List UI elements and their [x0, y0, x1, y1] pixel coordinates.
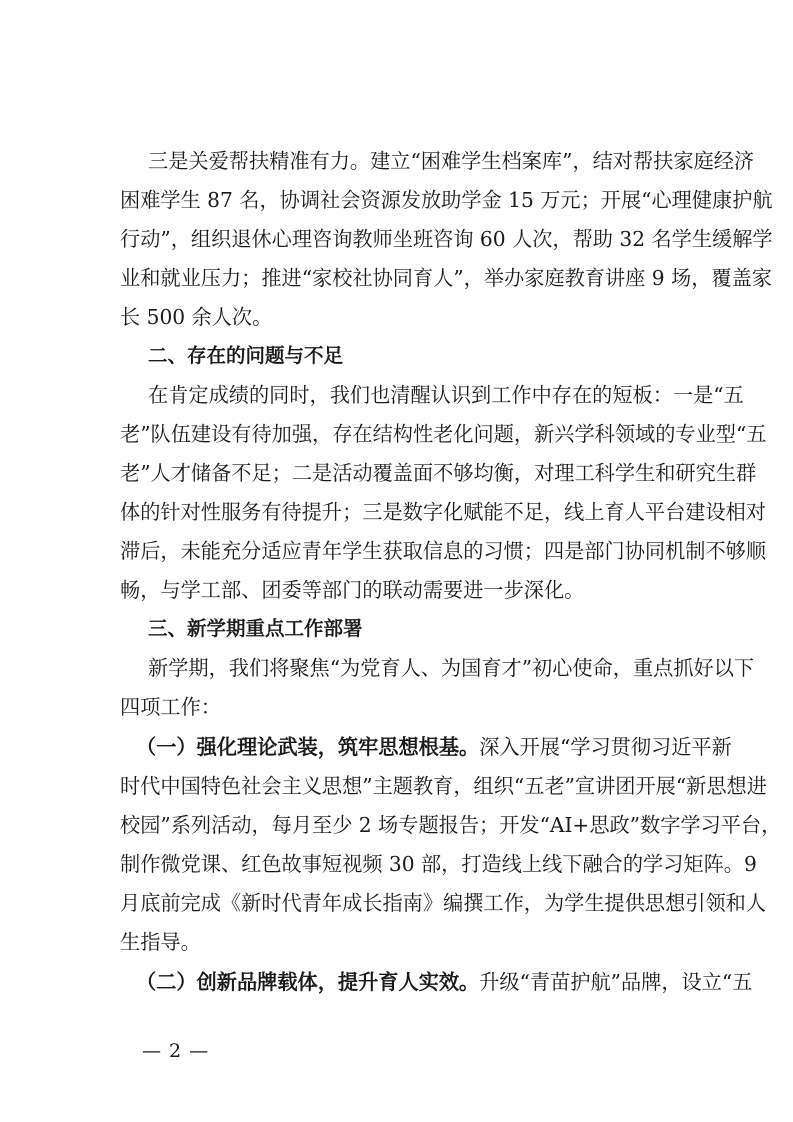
- body-text-line: 老”人才储备不足；二是活动覆盖面不够均衡，对理工科学生和研究生群: [120, 461, 757, 485]
- body-text-line: 生指导。: [120, 930, 201, 954]
- body-text-line: 制作微党课、红色故事短视频 30 部，打造线上线下融合的学习矩阵。9: [120, 852, 757, 876]
- body-text-line: 三是关爱帮扶精准有力。建立“困难学生档案库”，结对帮扶家庭经济: [148, 149, 755, 173]
- item-text: 升级“青苗护航”品牌，设立“五: [479, 970, 753, 994]
- body-text-line: 月底前完成《新时代青年成长指南》编撰工作，为学生提供思想引领和人: [120, 891, 767, 915]
- body-text-line: 时代中国特色社会主义思想”主题教育，组织“五老”宣讲团开展“新思想进: [120, 774, 767, 798]
- page-number: — 2 —: [142, 1040, 210, 1062]
- body-text-line: 四项工作：: [120, 695, 221, 719]
- item-first-line: [136, 972, 752, 992]
- body-text-line: 体的针对性服务有待提升；三是数字化赋能不足，线上育人平台建设相对: [120, 500, 767, 524]
- item-title: （二）创新品牌载体，提升育人实效。: [136, 970, 480, 994]
- body-text-line: 校园”系列活动，每月至少 2 场专题报告；开发“AI+思政”数字学习平台，: [120, 813, 782, 837]
- section-heading: 二、存在的问题与不足: [148, 344, 344, 367]
- item-first-line: [136, 737, 732, 757]
- body-text-line: 长 500 余人次。: [120, 305, 273, 329]
- item-title: （一）强化理论武装，筑牢思想根基。: [136, 735, 480, 759]
- item-text: 深入开展“学习贯彻习近平新: [479, 735, 732, 759]
- body-text-line: 滞后，未能充分适应青年学生获取信息的习惯；四是部门协同机制不够顺: [120, 539, 767, 563]
- body-text-line: 老”队伍建设有待加强，存在结构性老化问题，新兴学科领域的专业型“五: [120, 422, 767, 446]
- section-heading: 三、新学期重点工作部署: [148, 617, 363, 640]
- body-text-line: 在肯定成绩的同时，我们也清醒认识到工作中存在的短板：一是“五: [148, 383, 744, 407]
- body-text-line: 畅，与学工部、团委等部门的联动需要进一步深化。: [120, 578, 585, 602]
- body-text-line: 行动”，组织退休心理咨询教师坐班咨询 60 人次，帮助 32 名学生缓解学: [120, 227, 773, 251]
- body-text-line: 业和就业压力；推进“家校社协同育人”，举办家庭教育讲座 9 场，覆盖家: [120, 266, 772, 290]
- body-text-line: 新学期，我们将聚焦“为党育人、为国育才”初心使命，重点抓好以下: [148, 656, 755, 680]
- body-text-line: 困难学生 87 名，协调社会资源发放助学金 15 万元；开展“心理健康护航: [120, 188, 773, 212]
